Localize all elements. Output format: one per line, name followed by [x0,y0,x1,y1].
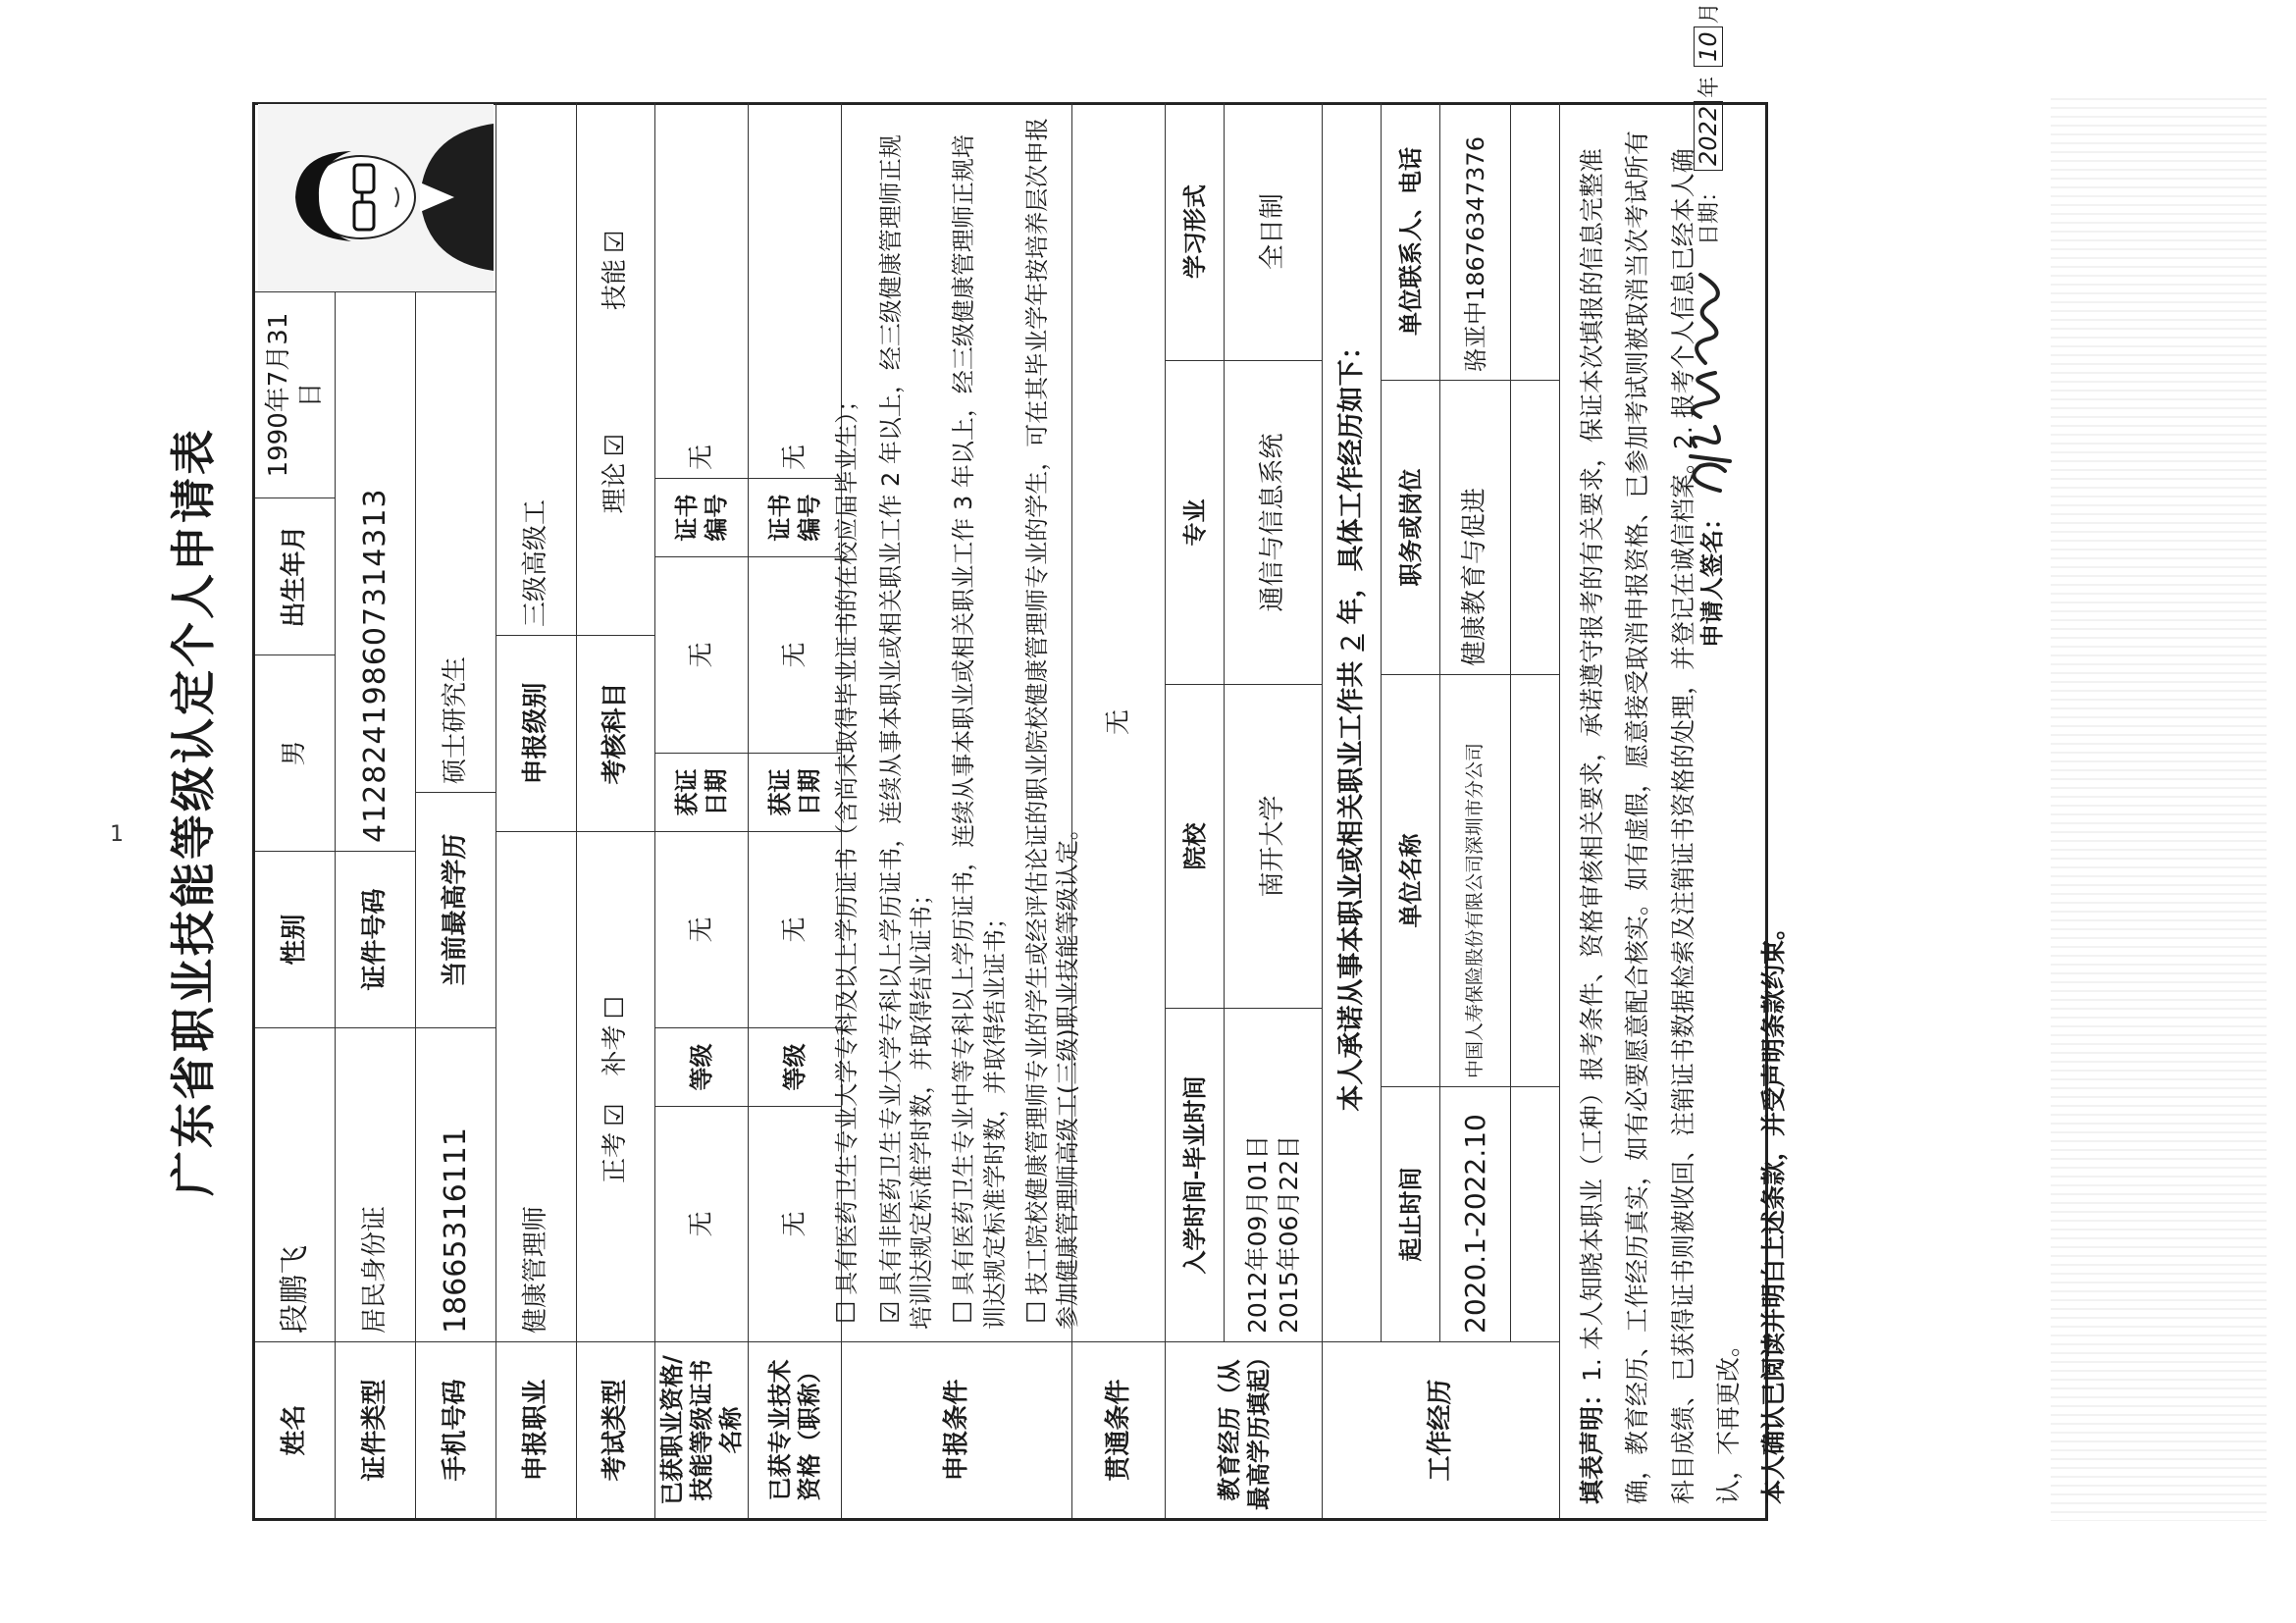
declaration-heading: 填表声明： [1578,1381,1606,1504]
declaration-confirm: 本人确认已阅读并明白上述条款，并受声明条款约束。 [1759,915,1788,1504]
value-through: 无 [1072,102,1166,1341]
label-through: 贯通条件 [1072,1341,1166,1518]
work-position: 健康教育与促进 [1440,380,1511,674]
condition-checkbox[interactable]: ☐ [832,1300,861,1324]
condition-item [831,389,863,1330]
form-table [252,102,1788,1521]
col-edu-period: 入学时间-毕业时间 [1166,1008,1225,1341]
label-education: 当前最高学历 [416,792,496,1027]
subject-options [577,102,655,635]
work-promise-before: 本人承诺从事本职业或相关职业工作共 [1335,660,1367,1112]
edu-school: 南开大学 [1225,684,1323,1008]
date-label: 日期： [1697,180,1722,245]
col-work-period: 起止时间 [1382,1086,1440,1341]
label-cert-date: 获证日期 [655,753,749,831]
work-promise-after: 年，具体工作经历如下： [1335,333,1367,625]
label-conditions: 申报条件 [842,1341,1072,1518]
label-name: 姓名 [255,1341,336,1518]
work-years: 2 [1335,634,1367,652]
label-phone: 手机号码 [416,1341,496,1518]
label-id-number: 证件号码 [336,851,416,1027]
application-form [149,2,2043,1521]
form-title: 广东省职业技能等级认定个人申请表 [167,427,220,1196]
exam-makeup-checkbox[interactable]: ☐ [600,996,631,1020]
label-tech-title: 已获专业技术资格（职称） [749,1341,842,1518]
handwritten-signature [1671,255,1740,500]
subject-skill-checkbox[interactable]: ☑ [600,230,631,253]
condition-checkbox[interactable]: ☐ [1021,1300,1052,1324]
conditions-list [832,102,1081,1341]
value-cert-date: 无 [655,556,749,753]
value-birth: 1990年7月31日 [255,291,336,497]
label-level: 申报级别 [496,635,577,831]
work-employer: 中国人寿保险股份有限公司深圳市分公司 [1440,674,1511,1086]
exam-regular-label: 正考 [600,1131,631,1183]
work-promise [1323,102,1382,1341]
label-id-type: 证件类型 [336,1341,416,1518]
page-number: 1 [110,822,124,847]
applicant-photo [255,102,496,291]
work-empty-cell [1511,674,1560,1086]
col-position: 职务或岗位 [1382,380,1440,674]
date-year: 2022 [1694,101,1723,171]
month-unit: 月 [1697,2,1722,25]
exam-makeup-label: 补考 [600,1024,631,1076]
label-cert-level: 等级 [655,1027,749,1106]
value-occupation: 健康管理师 [496,831,577,1341]
label-tech-date: 获证日期 [749,753,842,831]
value-tech-date: 无 [749,556,842,753]
col-major: 专业 [1166,360,1225,684]
condition-text: 技工院校健康管理师专业的学生或经评估论证的职业院校健康管理师专业的学生，可在其毕业学年按培养层次申报参加健康管理师高级工(三级)职业技能等级认定。 [1022,117,1081,1330]
label-education-history: 教育经历（从最高学历填起） [1166,1341,1323,1518]
label-gender: 性别 [255,851,336,1027]
label-certificate: 已获职业资格/技能等级证书名称 [655,1341,749,1518]
edu-period: 2012年09月01日 2015年06月22日 [1225,1008,1323,1341]
label-cert-number: 证书编号 [655,478,749,556]
label-tech-number: 证书编号 [749,478,842,556]
condition-text: 具有医药卫生专业大学专科及以上学历证书（含尚未取得毕业证书的在校应届毕业生）； [833,388,861,1295]
value-tech-level: 无 [749,831,842,1027]
edu-mode: 全日制 [1225,102,1323,360]
label-exam-type: 考试类型 [577,1341,655,1518]
value-id-number: 412824198607314313 [336,291,416,851]
work-empty-cell [1511,1086,1560,1341]
col-employer: 单位名称 [1382,674,1440,1086]
date-month: 10 [1694,26,1723,67]
subject-theory-checkbox[interactable]: ☑ [600,434,631,457]
work-empty-cell [1511,102,1560,380]
exam-type-options [577,831,655,1341]
label-birth: 出生年月 [255,497,336,654]
condition-checkbox[interactable]: ☐ [949,1300,978,1324]
label-occupation: 申报职业 [496,1341,577,1518]
label-tech-level: 等级 [749,1027,842,1106]
signature-date [1693,0,1723,245]
work-period: 2020.1-2022.10 [1440,1086,1511,1341]
value-certificate: 无 [655,1106,749,1341]
condition-text: 具有医药卫生专业中等专科以上学历证书，连续从事本职业或相关职业工作 3 年以上，经三级健康管理师正规培训达规定标准学时数，并取得结业证书； [950,134,1009,1330]
year-unit: 年 [1697,76,1722,98]
value-cert-number: 无 [655,102,749,478]
value-name: 段鹏飞 [255,1027,336,1341]
subject-skill-label: 技能 [600,258,631,310]
value-cert-level: 无 [655,831,749,1027]
value-education: 硕士研究生 [416,291,496,792]
col-contact: 单位联系人、电话 [1382,102,1440,380]
value-id-type: 居民身份证 [336,1027,416,1341]
signature-label: 申请人签名： [1698,506,1726,648]
subject-theory-label: 理论 [600,462,631,514]
condition-item [875,115,937,1330]
value-tech-title: 无 [749,1106,842,1341]
scan-artifact [2051,98,2267,1521]
work-empty-cell [1511,380,1560,674]
label-subject: 考核科目 [577,635,655,831]
condition-item [948,115,1010,1330]
edu-major: 通信与信息系统 [1225,360,1323,684]
label-work-history: 工作经历 [1323,1341,1560,1518]
value-phone: 18665316111 [416,1027,496,1341]
exam-regular-checkbox[interactable]: ☑ [600,1103,631,1126]
col-study-mode: 学习形式 [1166,102,1225,360]
value-gender: 男 [255,654,336,851]
work-contact: 骆亚中18676347376 [1440,102,1511,380]
portrait-image [258,104,494,290]
declaration-body: 1. 本人知晓本职业（工种）报考条件、资格审核相关要求，承诺遵守报考的有关要求，保证本次填报的信息完整准确，教育经历、工作经历真实，如有必要愿意配合核实。如有虚假，愿意接受取消申报资格、已参加考试则被取消当次考试所有科目成绩、已获得证书则被收回、注销证书数据检索及注销证书资格的处理，并登记在诚信档案。2. 报考个人信息已经本人确认，不再更改。 [1578,130,1743,1504]
value-tech-number: 无 [749,102,842,478]
condition-text: 具有非医药卫生专业大学专科以上学历证书，连续从事本职业或相关职业工作 2 年以上，经三级健康管理师正规培训达规定标准学时数，并取得结业证书； [876,134,935,1330]
value-level: 三级高级工 [496,102,577,635]
signature-row [1665,2,1744,1521]
col-school: 院校 [1166,684,1225,1008]
condition-checkbox[interactable]: ☑ [875,1300,906,1324]
